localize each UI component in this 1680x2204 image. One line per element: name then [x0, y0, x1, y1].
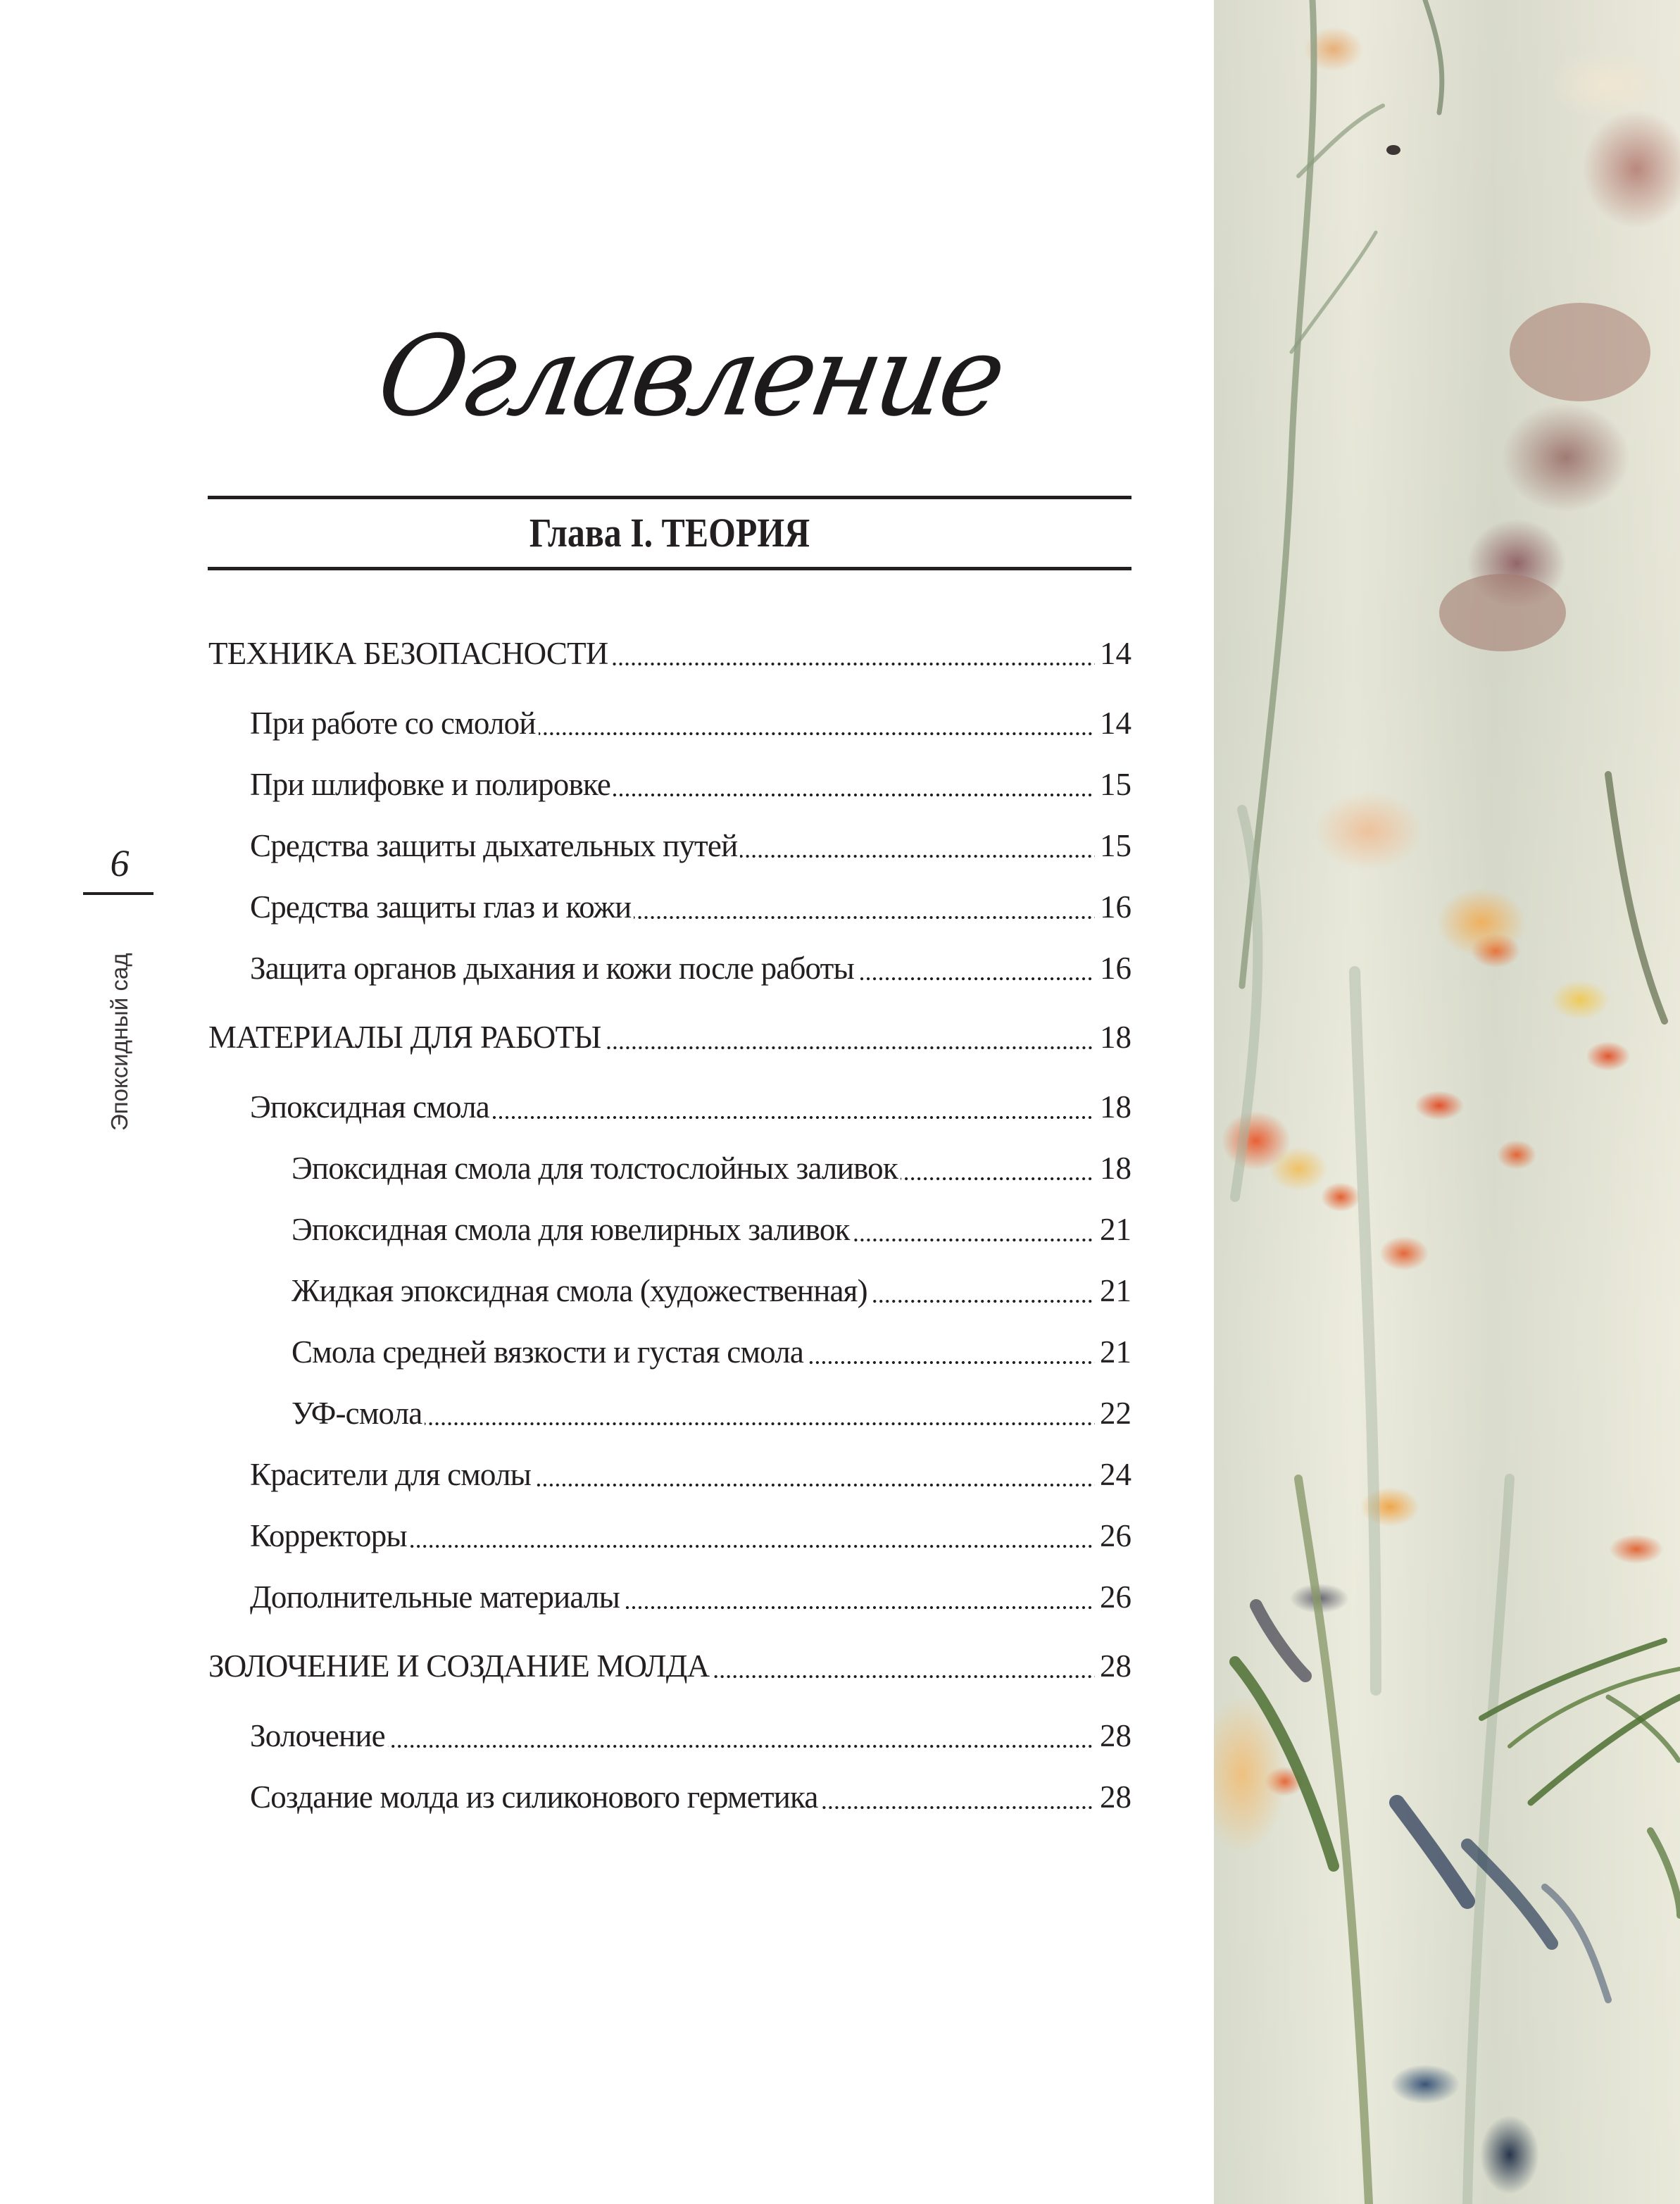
chapter-rule-bottom — [208, 567, 1132, 570]
toc-entry[interactable] — [208, 1715, 1132, 1757]
flower-stems-illustration — [1214, 0, 1680, 2204]
toc-entry-page: 28 — [1100, 1779, 1132, 1815]
page-title: Оглавление — [368, 312, 1011, 442]
toc-entry[interactable] — [208, 1392, 1132, 1434]
dot-leader — [388, 1715, 1095, 1757]
dot-leader — [712, 1645, 1095, 1687]
toc-entry-page: 28 — [1100, 1718, 1132, 1753]
toc-entry[interactable] — [208, 702, 1132, 744]
dot-leader — [857, 947, 1095, 989]
toc-entry[interactable] — [208, 1270, 1132, 1312]
toc-entry-page: 21 — [1100, 1334, 1132, 1370]
toc-entry-page: 15 — [1100, 828, 1132, 863]
dot-leader — [806, 1331, 1095, 1373]
chapter-heading: Глава I. ТЕОРИЯ — [529, 510, 810, 556]
toc-entry[interactable] — [208, 763, 1132, 806]
toc-entry-label: ЗОЛОЧЕНИЕ И СОЗДАНИЕ МОЛДА — [208, 1648, 710, 1684]
toc-entry-label: При шлифовке и полировке — [250, 767, 611, 802]
dot-leader — [410, 1515, 1095, 1557]
toc-entry-label: Жидкая эпоксидная смола (художественная) — [292, 1273, 867, 1308]
toc-entry-label: Эпоксидная смола для ювелирных заливок — [292, 1212, 850, 1247]
toc-entry[interactable] — [208, 947, 1132, 989]
toc-entry-page: 16 — [1100, 951, 1132, 986]
toc-entry-label: Эпоксидная смола для толстослойных заливок — [292, 1151, 898, 1186]
toc-entry-page: 16 — [1100, 889, 1132, 925]
toc-entry-label: МАТЕРИАЛЫ ДЛЯ РАБОТЫ — [208, 1020, 601, 1055]
toc-entry[interactable] — [208, 1645, 1132, 1687]
toc-entry-page: 14 — [1100, 636, 1132, 671]
dot-leader — [604, 1016, 1095, 1058]
toc-entry[interactable] — [208, 1016, 1132, 1058]
dot-leader — [425, 1392, 1095, 1434]
toc-entry[interactable] — [208, 632, 1132, 675]
toc-entry-page: 18 — [1100, 1020, 1132, 1055]
toc-entry-page: 15 — [1100, 767, 1132, 802]
page-number: 6 — [110, 842, 130, 884]
dot-leader — [634, 886, 1095, 928]
toc-entry-page: 26 — [1100, 1518, 1132, 1553]
dot-leader — [870, 1270, 1095, 1312]
toc-entry-label: Создание молда из силиконового герметика — [250, 1779, 818, 1815]
dot-leader — [901, 1147, 1095, 1189]
toc-entry-label: При работе со смолой — [250, 706, 536, 741]
dot-leader — [610, 632, 1095, 675]
toc-entry[interactable] — [208, 1147, 1132, 1189]
toc-entry-page: 26 — [1100, 1579, 1132, 1615]
toc-entry-page: 18 — [1100, 1151, 1132, 1186]
toc-entry-page: 22 — [1100, 1396, 1132, 1431]
running-title: Эпоксидный сад — [106, 953, 132, 1131]
toc-entry-label: Дополнительные материалы — [250, 1579, 620, 1615]
toc-entry-label: Красители для смолы — [250, 1457, 532, 1492]
toc-entry-label: Золочение — [250, 1718, 385, 1753]
toc-entry-page: 21 — [1100, 1212, 1132, 1247]
toc-entry[interactable] — [208, 1515, 1132, 1557]
dot-leader — [740, 825, 1095, 867]
dot-leader — [613, 763, 1095, 806]
toc-entry-label: Средства защиты дыхательных путей — [250, 828, 738, 863]
toc-entry-label: Смола средней вязкости и густая смола — [292, 1334, 804, 1370]
dot-leader — [622, 1576, 1095, 1618]
toc-entry-label: УФ-смола — [292, 1396, 422, 1431]
toc-entry-label: Эпоксидная смола — [250, 1089, 489, 1125]
toc-entry[interactable] — [208, 1086, 1132, 1128]
toc-entry[interactable] — [208, 825, 1132, 867]
dot-leader — [539, 702, 1095, 744]
dot-leader — [492, 1086, 1095, 1128]
toc-entry[interactable] — [208, 886, 1132, 928]
dot-leader — [853, 1208, 1095, 1251]
toc-entry-label: ТЕХНИКА БЕЗОПАСНОСТИ — [208, 636, 608, 671]
page-number-divider — [83, 892, 153, 895]
toc-entry-page: 24 — [1100, 1457, 1132, 1492]
toc-entry[interactable] — [208, 1208, 1132, 1251]
dot-leader — [821, 1776, 1095, 1818]
chapter-rule-top — [208, 496, 1132, 499]
dot-leader — [534, 1453, 1095, 1496]
toc-entry-page: 28 — [1100, 1648, 1132, 1684]
toc-entry-label: Корректоры — [250, 1518, 407, 1553]
pressed-flowers-photo — [1214, 0, 1680, 2204]
toc-entry[interactable] — [208, 1776, 1132, 1818]
toc-entry-page: 14 — [1100, 706, 1132, 741]
toc-entry-label: Защита органов дыхания и кожи после работы — [250, 951, 854, 986]
toc-entry[interactable] — [208, 1331, 1132, 1373]
toc-entry[interactable] — [208, 1576, 1132, 1618]
toc-entry-label: Средства защиты глаз и кожи — [250, 889, 632, 925]
toc-entry[interactable] — [208, 1453, 1132, 1496]
toc-entry-page: 18 — [1100, 1089, 1132, 1125]
toc-entry-page: 21 — [1100, 1273, 1132, 1308]
